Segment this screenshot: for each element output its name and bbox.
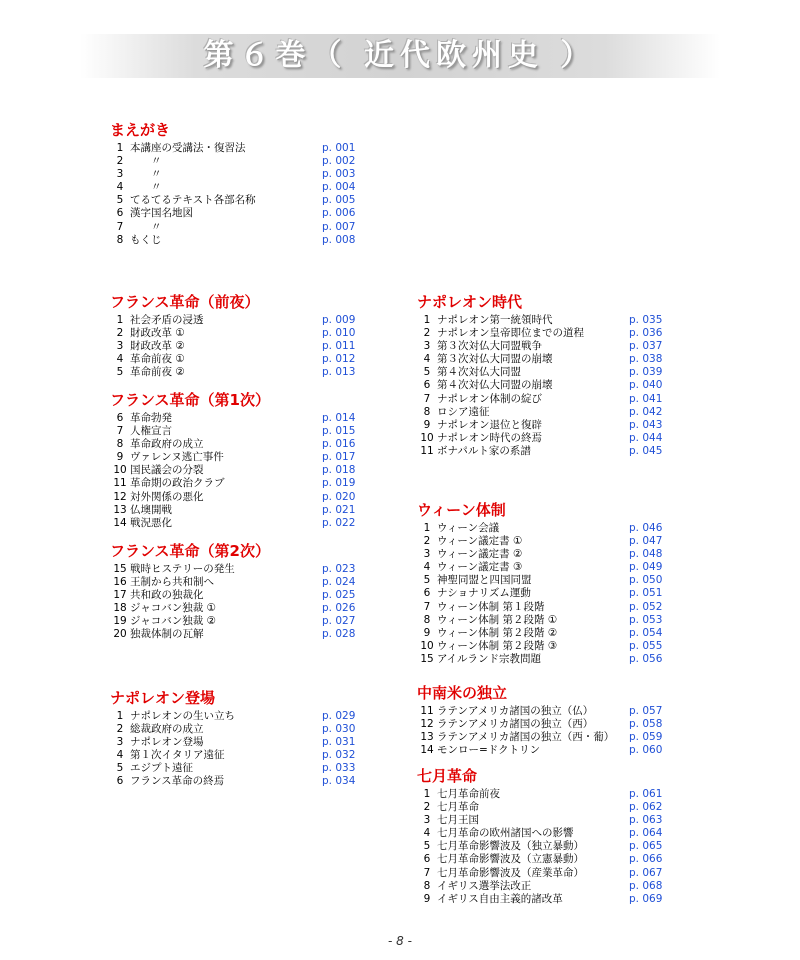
entry-title: エジプト遠征 [130, 762, 193, 775]
entry-title: 第３次対仏大同盟の崩壊 [437, 353, 553, 366]
toc-entry[interactable] [417, 827, 697, 840]
toc-entry[interactable] [417, 867, 697, 880]
entry-page-link[interactable]: p. 060 [629, 744, 663, 757]
toc-entry[interactable] [417, 327, 697, 340]
entry-page-link[interactable]: p. 042 [629, 405, 663, 418]
entry-title: 共和政の独裁化 [130, 589, 204, 602]
entry-page-link[interactable]: p. 015 [322, 425, 356, 438]
entry-number: 6 [116, 207, 124, 220]
entry-title: 社会矛盾の浸透 [130, 314, 204, 326]
entry-number: 18 [113, 602, 127, 615]
entry-number: 12 [113, 490, 127, 503]
entry-page-link[interactable]: p. 062 [629, 801, 663, 814]
entry-title: ナポレオン第一統領時代 [437, 314, 553, 326]
entry-page-link[interactable]: p. 035 [629, 314, 663, 326]
entry-page-link[interactable]: p. 036 [629, 327, 663, 340]
entry-page-link[interactable]: p. 049 [629, 561, 663, 574]
toc-entry[interactable] [417, 366, 697, 379]
entry-number: 5 [423, 840, 431, 853]
entry-number: 13 [420, 731, 434, 744]
entry-title: 戦時ヒステリーの発生 [130, 563, 235, 575]
entry-title: 七月革命 [437, 801, 479, 814]
section-title: ウィーン体制 [417, 501, 506, 519]
entry-number: 1 [423, 788, 431, 800]
entry-title: 財政改革 ② [130, 340, 185, 353]
entry-page-link[interactable]: p. 059 [629, 731, 663, 744]
entry-number: 4 [423, 353, 431, 366]
entry-number: 15 [420, 652, 434, 665]
entry-title: 独裁体制の瓦解 [130, 628, 204, 641]
entry-number: 1 [423, 314, 431, 326]
section-france-1 [110, 390, 370, 530]
section-title: フランス革命（第2次） [110, 542, 270, 560]
entry-title: 本講座の受講法・復習法 [130, 142, 246, 154]
section-title: ナポレオン登場 [110, 689, 216, 707]
entry-number: 1 [116, 314, 124, 326]
entry-page-link[interactable]: p. 043 [629, 418, 663, 431]
entry-page-link[interactable]: p. 039 [629, 366, 663, 379]
entry-page-link[interactable]: p. 040 [629, 379, 663, 392]
entry-page-link[interactable]: p. 054 [629, 626, 663, 639]
entry-page-link[interactable]: p. 002 [322, 155, 356, 168]
entry-page-link[interactable]: p. 016 [322, 438, 356, 451]
entry-number: 5 [116, 366, 124, 379]
entry-title: 第３次対仏大同盟戦争 [437, 340, 542, 353]
entry-title: ウィーン議定書 ② [437, 548, 523, 561]
entry-page-link[interactable]: p. 046 [629, 522, 663, 534]
toc-entry[interactable] [417, 379, 697, 392]
entry-page-link[interactable]: p. 004 [322, 181, 356, 194]
toc-entry[interactable] [110, 451, 370, 464]
toc-entry[interactable] [110, 207, 370, 220]
entry-page-link[interactable]: p. 011 [322, 340, 356, 353]
entry-page-link[interactable]: p. 057 [629, 705, 663, 717]
entry-title: ウィーン議定書 ① [437, 535, 523, 548]
toc-entry[interactable] [417, 574, 697, 587]
toc-entry[interactable] [110, 710, 370, 723]
entry-title: イギリス選挙法改正 [437, 879, 532, 892]
entry-page-link[interactable]: p. 056 [629, 652, 663, 665]
entry-title: ウィーン体制 第２段階 ③ [437, 639, 558, 652]
toc-entry[interactable] [110, 628, 370, 641]
toc-entry[interactable] [417, 561, 697, 574]
entry-title: 国民議会の分裂 [130, 464, 204, 477]
entry-number: 3 [423, 548, 431, 561]
entry-number: 11 [420, 444, 434, 457]
entry-page-link[interactable]: p. 033 [322, 762, 356, 775]
entry-title: 神聖同盟と四国同盟 [437, 574, 532, 587]
entry-title: フランス革命の終焉 [130, 775, 225, 788]
entry-number: 4 [116, 749, 124, 762]
entry-page-link[interactable]: p. 023 [322, 563, 356, 575]
toc-entry[interactable] [417, 640, 697, 653]
entry-number: 3 [116, 168, 124, 181]
toc-entry[interactable] [110, 194, 370, 207]
entry-title: 第１次イタリア遠征 [130, 749, 225, 762]
entry-title: ウィーン体制 第１段階 [437, 600, 545, 613]
entry-title: ジャコバン独裁 ① [130, 602, 217, 615]
entry-page-link[interactable]: p. 026 [322, 602, 356, 615]
entry-page-link[interactable]: p. 009 [322, 314, 356, 326]
entry-number: 4 [423, 561, 431, 574]
toc-entry[interactable] [110, 477, 370, 490]
entry-number: 5 [116, 762, 124, 775]
entry-title: アイルランド宗教問題 [437, 652, 542, 665]
entry-page-link[interactable]: p. 044 [629, 431, 663, 444]
section-vienna [417, 500, 697, 666]
entry-title: てるてるテキスト各部名称 [130, 194, 256, 207]
toc-entry[interactable] [110, 438, 370, 451]
entry-title: 総裁政府の成立 [130, 723, 204, 736]
toc-entry[interactable] [110, 353, 370, 366]
entry-number: 10 [420, 431, 434, 444]
section-latin [417, 683, 697, 757]
entry-title: 七月王国 [437, 814, 479, 827]
entry-number: 9 [116, 451, 124, 464]
entry-title: 〃 [130, 168, 162, 181]
entry-page-link[interactable]: p. 053 [629, 613, 663, 626]
entry-number: 6 [116, 775, 124, 788]
toc-entry[interactable] [417, 353, 697, 366]
toc-entry[interactable] [417, 587, 697, 600]
toc-entry[interactable] [110, 736, 370, 749]
entry-title: もくじ [130, 233, 162, 246]
section-title: フランス革命（第1次） [110, 391, 270, 409]
toc-entry[interactable] [417, 340, 697, 353]
entry-number: 1 [116, 710, 124, 722]
entry-number: 3 [116, 736, 124, 749]
entry-title: 七月革命影響波及（立憲暴動） [437, 853, 584, 866]
section-title: ナポレオン時代 [417, 293, 523, 311]
toc-entry[interactable] [417, 880, 697, 893]
entry-page-link[interactable]: p. 069 [629, 892, 663, 905]
toc-entry[interactable] [110, 589, 370, 602]
toc-entry[interactable] [417, 406, 697, 419]
entry-page-link[interactable]: p. 010 [322, 327, 356, 340]
entry-title: 対外関係の悪化 [130, 490, 204, 503]
entry-number: 6 [116, 412, 124, 424]
entry-page-link[interactable]: p. 001 [322, 142, 356, 154]
entry-title: ウィーン体制 第２段階 ② [437, 626, 558, 639]
toc-entry[interactable] [110, 327, 370, 340]
toc-entry[interactable] [417, 744, 697, 757]
entry-title: ボナパルト家の系譜 [437, 444, 531, 457]
entry-number: 16 [113, 576, 127, 589]
entry-number: 20 [113, 628, 127, 641]
toc-entry[interactable] [417, 893, 697, 906]
entry-number: 11 [113, 477, 127, 490]
toc-entry[interactable] [110, 504, 370, 517]
entry-number: 14 [420, 744, 434, 757]
entry-page-link[interactable]: p. 014 [322, 412, 356, 424]
entry-page-link[interactable]: p. 063 [629, 814, 663, 827]
entry-number: 7 [423, 866, 431, 879]
entry-number: 4 [116, 181, 124, 194]
entry-page-link[interactable]: p. 052 [629, 600, 663, 613]
entry-title: 革命前夜 ① [130, 353, 185, 366]
entry-number: 3 [423, 340, 431, 353]
entry-number: 8 [116, 233, 124, 246]
entry-number: 12 [420, 718, 434, 731]
entry-page-link[interactable]: p. 012 [322, 353, 356, 366]
toc-entry[interactable] [417, 548, 697, 561]
section-napoleon-rise [110, 688, 370, 789]
toc-entry[interactable] [110, 142, 370, 155]
entry-title: イギリス自由主義的諸改革 [437, 892, 563, 905]
entry-page-link[interactable]: p. 032 [322, 749, 356, 762]
entry-page-link[interactable]: p. 067 [629, 866, 663, 879]
toc-entry[interactable] [110, 723, 370, 736]
entry-title: モンロー=ドクトリン [437, 744, 541, 757]
entry-title: 王制から共和制へ [130, 576, 214, 589]
toc-entry[interactable] [417, 705, 697, 718]
entry-number: 4 [116, 353, 124, 366]
entry-page-link[interactable]: p. 005 [322, 194, 356, 207]
page-title: 第６巻（ 近代欧州史 ） [203, 38, 597, 73]
toc-entry[interactable] [110, 221, 370, 234]
entry-title: 革命勃発 [130, 412, 172, 424]
toc-entry[interactable] [110, 775, 370, 788]
entry-number: 8 [423, 405, 431, 418]
toc-entry[interactable] [110, 615, 370, 628]
entry-title: 七月革命前夜 [437, 788, 500, 800]
entry-number: 9 [423, 418, 431, 431]
section-title: まえがき [110, 121, 171, 139]
toc-entry[interactable] [417, 788, 697, 801]
toc-entry[interactable] [110, 314, 370, 327]
entry-page-link[interactable]: p. 041 [629, 392, 663, 405]
entry-number: 5 [116, 194, 124, 207]
entry-page-link[interactable]: p. 008 [322, 233, 356, 246]
entry-number: 15 [113, 563, 127, 575]
toc-entry[interactable] [417, 393, 697, 406]
entry-title: ヴァレンヌ逃亡事件 [130, 451, 224, 464]
toc-entry[interactable] [417, 432, 697, 445]
entry-number: 2 [423, 801, 431, 814]
entry-title: ナポレオン体制の綻び [437, 392, 542, 405]
entry-number: 13 [113, 503, 127, 516]
entry-number: 7 [423, 392, 431, 405]
entry-number: 1 [423, 522, 431, 534]
entry-page-link[interactable]: p. 030 [322, 723, 356, 736]
toc-entry[interactable] [417, 601, 697, 614]
toc-entry[interactable] [110, 234, 370, 247]
entry-number: 8 [423, 879, 431, 892]
toc-entry[interactable] [110, 168, 370, 181]
toc-entry[interactable] [110, 464, 370, 477]
entry-number: 2 [423, 327, 431, 340]
entry-number: 8 [116, 438, 124, 451]
entry-number: 7 [116, 425, 124, 438]
entry-page-link[interactable]: p. 020 [322, 490, 356, 503]
page-number: - 8 - [388, 934, 412, 948]
entry-number: 9 [423, 892, 431, 905]
entry-page-link[interactable]: p. 019 [322, 477, 356, 490]
entry-number: 6 [423, 853, 431, 866]
entry-title: 革命政府の成立 [130, 438, 204, 451]
toc-entry[interactable] [110, 155, 370, 168]
entry-page-link[interactable]: p. 024 [322, 576, 356, 589]
entry-number: 5 [423, 574, 431, 587]
entry-number: 5 [423, 366, 431, 379]
entry-title: ナポレオン時代の終焉 [437, 431, 542, 444]
toc-entry[interactable] [417, 627, 697, 640]
toc-entry[interactable] [417, 535, 697, 548]
toc-entry[interactable] [417, 731, 697, 744]
entry-title: ラテンアメリカ諸国の独立（仏） [437, 705, 594, 717]
entry-number: 2 [116, 327, 124, 340]
entry-title: 〃 [130, 220, 162, 233]
entry-number: 7 [423, 600, 431, 613]
entry-page-link[interactable]: p. 050 [629, 574, 663, 587]
toc-entry[interactable] [417, 814, 697, 827]
toc-entry[interactable] [417, 853, 697, 866]
toc-entry[interactable] [110, 563, 370, 576]
entry-number: 11 [420, 705, 434, 717]
entry-number: 17 [113, 589, 127, 602]
toc-entry[interactable] [110, 412, 370, 425]
title-banner [80, 34, 720, 78]
entry-number: 3 [423, 814, 431, 827]
entry-page-link[interactable]: p. 007 [322, 220, 356, 233]
entry-number: 14 [113, 516, 127, 529]
entry-title: ナポレオン登場 [130, 736, 204, 749]
entry-page-link[interactable]: p. 006 [322, 207, 356, 220]
entry-page-link[interactable]: p. 068 [629, 879, 663, 892]
toc-entry[interactable] [110, 749, 370, 762]
entry-title: 第４次対仏大同盟の崩壊 [437, 379, 553, 392]
entry-number: 9 [423, 626, 431, 639]
entry-title: ジャコバン独裁 ② [130, 615, 217, 628]
entry-number: 19 [113, 615, 127, 628]
entry-title: 人権宣言 [130, 425, 172, 438]
entry-number: 4 [423, 827, 431, 840]
entry-page-link[interactable]: p. 058 [629, 718, 663, 731]
toc-entry[interactable] [417, 445, 697, 458]
entry-title: 七月革命影響波及（産業革命） [437, 866, 584, 879]
entry-page-link[interactable]: p. 021 [322, 503, 356, 516]
toc-entry[interactable] [417, 840, 697, 853]
entry-page-link[interactable]: p. 018 [322, 464, 356, 477]
entry-page-link[interactable]: p. 047 [629, 535, 663, 548]
entry-page-link[interactable]: p. 013 [322, 366, 356, 379]
entry-page-link[interactable]: p. 051 [629, 587, 663, 600]
entry-page-link[interactable]: p. 031 [322, 736, 356, 749]
entry-page-link[interactable]: p. 028 [322, 628, 356, 641]
entry-title: ナポレオンの生い立ち [130, 710, 235, 722]
entry-page-link[interactable]: p. 034 [322, 775, 356, 788]
entry-number: 2 [423, 535, 431, 548]
entry-page-link[interactable]: p. 048 [629, 548, 663, 561]
toc-entry[interactable] [417, 614, 697, 627]
entry-number: 7 [116, 220, 124, 233]
toc-entry[interactable] [110, 517, 370, 530]
toc-entry[interactable] [417, 718, 697, 731]
entry-page-link[interactable]: p. 022 [322, 516, 356, 529]
entry-page-link[interactable]: p. 064 [629, 827, 663, 840]
entry-title: 七月革命影響波及（独立暴動） [437, 840, 584, 853]
entry-title: ロシア遠征 [437, 405, 490, 418]
toc-entry[interactable] [110, 425, 370, 438]
entry-title: ラテンアメリカ諸国の独立（西・葡） [437, 731, 615, 744]
entry-page-link[interactable]: p. 065 [629, 840, 663, 853]
entry-page-link[interactable]: p. 003 [322, 168, 356, 181]
section-france-pre [110, 292, 370, 379]
toc-entry[interactable] [417, 653, 697, 666]
entry-title: 漢字国名地図 [130, 207, 193, 220]
section-title: 七月革命 [417, 767, 478, 785]
entry-page-link[interactable]: p. 038 [629, 353, 663, 366]
entry-number: 10 [113, 464, 127, 477]
toc-entry[interactable] [417, 419, 697, 432]
toc-entry[interactable] [110, 576, 370, 589]
entry-number: 8 [423, 613, 431, 626]
entry-title: 七月革命の欧州諸国への影響 [437, 827, 574, 840]
section-july [417, 766, 697, 906]
entry-title: ウィーン議定書 ③ [437, 561, 523, 574]
entry-page-link[interactable]: p. 045 [629, 444, 663, 457]
entry-page-link[interactable]: p. 017 [322, 451, 356, 464]
entry-title: ウィーン会議 [437, 522, 500, 534]
entry-title: 財政改革 ① [130, 327, 185, 340]
entry-page-link[interactable]: p. 061 [629, 788, 663, 800]
section-france-2 [110, 541, 370, 642]
entry-number: 2 [116, 155, 124, 168]
toc-entry[interactable] [110, 340, 370, 353]
entry-title: 〃 [130, 181, 162, 194]
toc-entry[interactable] [110, 762, 370, 775]
section-napoleon-era [417, 292, 697, 458]
section-title: 中南米の独立 [417, 684, 508, 702]
entry-number: 1 [116, 142, 124, 154]
entry-title: ウィーン体制 第２段階 ① [437, 613, 558, 626]
toc-entry[interactable] [110, 602, 370, 615]
entry-page-link[interactable]: p. 029 [322, 710, 356, 722]
entry-page-link[interactable]: p. 025 [322, 589, 356, 602]
entry-page-link[interactable]: p. 055 [629, 639, 663, 652]
entry-title: 革命期の政治クラブ [130, 477, 225, 490]
entry-page-link[interactable]: p. 066 [629, 853, 663, 866]
section-maegaki [110, 120, 370, 247]
entry-title: 第４次対仏大同盟 [437, 366, 521, 379]
entry-number: 3 [116, 340, 124, 353]
entry-title: 戦況悪化 [130, 516, 172, 529]
toc-entry[interactable] [417, 314, 697, 327]
section-title: フランス革命（前夜） [110, 293, 260, 311]
entry-number: 6 [423, 379, 431, 392]
toc-entry[interactable] [110, 366, 370, 379]
toc-entry[interactable] [110, 491, 370, 504]
toc-entry[interactable] [417, 801, 697, 814]
entry-title: ナポレオン皇帝即位までの道程 [437, 327, 584, 340]
entry-page-link[interactable]: p. 037 [629, 340, 663, 353]
toc-entry[interactable] [110, 181, 370, 194]
toc-entry[interactable] [417, 522, 697, 535]
entry-title: 仏墺開戦 [130, 503, 172, 516]
entry-title: ナポレオン退位と復辟 [437, 418, 542, 431]
entry-number: 10 [420, 639, 434, 652]
entry-title: 革命前夜 ② [130, 366, 185, 379]
entry-number: 2 [116, 723, 124, 736]
entry-title: ラテンアメリカ諸国の独立（西） [437, 718, 594, 731]
entry-page-link[interactable]: p. 027 [322, 615, 356, 628]
entry-title: 〃 [130, 155, 162, 168]
entry-number: 6 [423, 587, 431, 600]
entry-title: ナショナリズム運動 [437, 587, 531, 600]
